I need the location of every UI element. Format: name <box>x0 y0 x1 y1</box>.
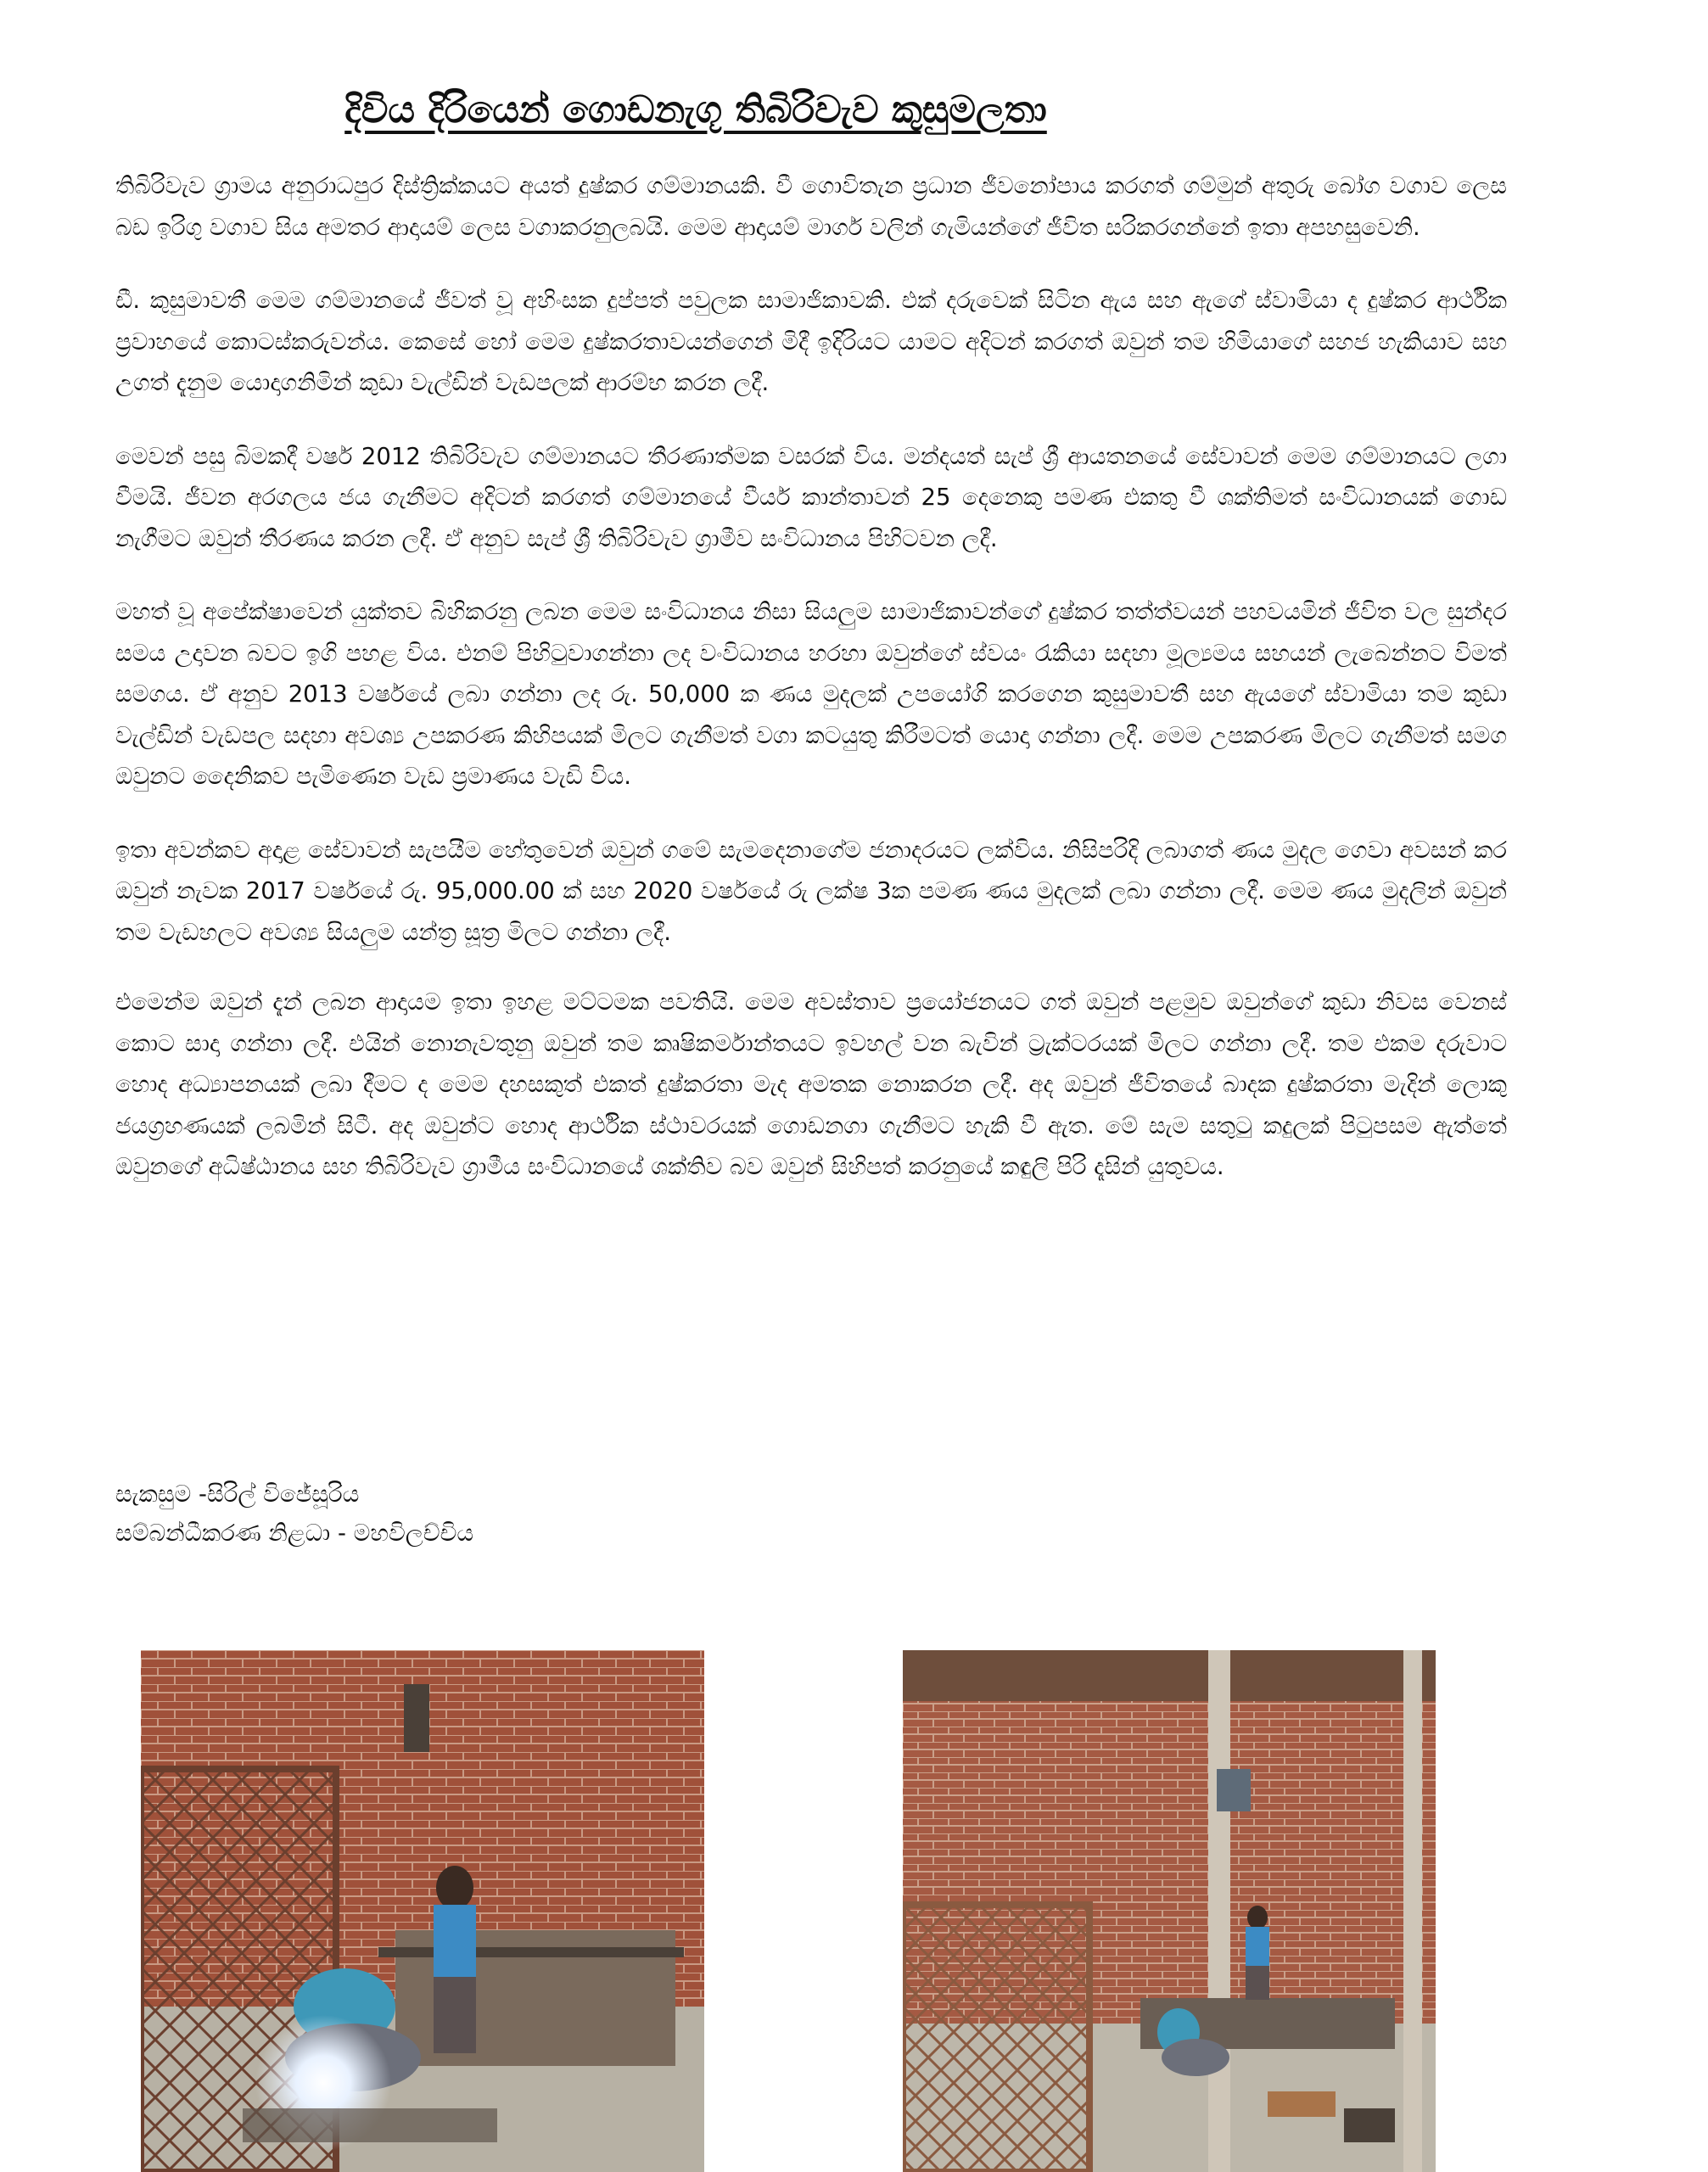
paragraph-4: මහත් වූ අපේක්ෂාවෙන් යුක්තව බිහිකරනු ලබන මෙම සංවිධානය නිසා සියලුම සාමාජිකාවන්ගේ දුෂ්කර තත්ත්වයන් පහවයමින් ජීවිත වල සුන්දර සමය උදාවන බවට ඉගි පහළ විය. එනම් පිහිටුවාගන්නා ලද වංවිධානය හරහා ඔවුන්ගේ ස්වයං රැකියා සදහා මූල්‍යමය සහයන් ලැබෙන්නට විමත් සමගය. ඒ අනුව 2013 වර්ෂයේ ලබා ගන්නා ලද රු. 50,000 ක ණය මුදලක් උපයෝගි කරගෙන කුසුමාවතී සහ ඇයගේ ස්වාමියා තම කුඩා වැල්ඩින් වැඩපල සදහා අවශ්‍ය උපකරණ කිහිපයක් මිලට ගැනීමත් වගා කටයුතු කිරීමටත් යොදා ගන්නා ලදී. මෙම උපකරණ මිලට ගැනීමත් සමග ඔවුනට දෛනිකව පැමිණෙන වැඩ ප්‍රමාණය වැඩි විය. <box>115 598 1507 790</box>
paragraph-1: තිබිරිවැව ග්‍රාමය අනුරාධපුර දිස්ත්‍රික්කයට අයත් දුෂ්කර ගම්මානයකි. වී ගොවිතැන ප්‍රධාන ජීවනෝපාය කරගත් ගම්මුන් අතුරු බෝග වගාව ලෙස බඩ ඉරිගු වගාව සිය අමතර ආදායම් ලෙස වගාකරනුලබයි. මෙම ආදායම් මාර්ග වලින් ගැමියන්ගේ ජීවිත සරිකරගන්නේ ඉතා අපහසුවෙනි. <box>115 172 1507 241</box>
paragraph-5: ඉතා අවන්කව අදාළ සේවාවන් සැපයීම හේතුවෙන් ඔවුන් ගමේ සැමදෙනාගේම ජනාදරයට ලක්විය. නිසිපරිදි ලබාගත් ණය මුදල ගෙවා අවසන් කර ඔවුන් නැවක 2017 වර්ෂයේ රු. 95,000.00 ක් සහ 2020 වර්ෂයේ රු ලක්ෂ 3ක පමණ ණය මුදලක් ලබා ගන්නා ලදී. මෙම ණය මුදලින් ඔවුන් තම වැඩහලට අවශ්‍ය සියලුම යන්ත්‍ර සූත්‍ර මිලට ගන්නා ලදී. <box>115 836 1507 946</box>
workshop-photo-left-image <box>141 1650 704 2172</box>
paragraph-2: ඩී. කුසුමාවතී මෙම ගම්මානයේ ජීවත් වූ අහිංසක දුප්පත් පවුලක සාමාජිකාවකි. එක් දරුවෙක් සිටින ඇය සහ ඇගේ ස්වාමියා ද දුෂ්කර ආර්ථික ප්‍රවාහයේ කොටස්කරුවන්ය. කෙසේ හෝ මෙම දුෂ්කරතාවයන්ගෙන් මිදී ඉදිරියට යාමට අදිටන් කරගත් ඔවුන් තම හිමියාගේ සහජ හැකියාව සහ උගත් දැනුම යොදාගනිමින් කුඩා වැල්ඩින් වැඩපලක් ආරම්භ කරන ලදී. <box>115 287 1507 396</box>
paragraph-6: එමෙන්ම ඔවුන් දැන් ලබන ආදායම ඉතා ඉහළ මට්ටමක පවතියි. මෙම අවස්තාව ප්‍රයෝජනයට ගත් ඔවුන් පළමුව ඔවුන්ගේ කුඩා නිවස වෙනස් කොට සාදා ගන්නා ලදී. එයින් නොනැවතුනු ඔවුන් තම කෘෂිකර්මාන්තයට ඉවහල් වන බැවින් ට්‍රැක්ටරයක් මිලට ගන්නා ලදී. තම එකම දරුවාට හොද අධ්‍යාපනයක් ලබා දීමට ද මෙම දහසකුත් එකත් දුෂ්කරතා මැද අමතක නොකරන ලදී. අද ඔවුන් ජීවිතයේ බාදක දුෂ්කරතා මැදින් ලොකු ජයග්‍රහණයක් ලබමින් සිටී. අද ඔවුන්ට හොද ආර්ථික ස්ථාවරයක් ගොඩනගා ගැනීමට හැකි වී ඇත. මේ සැම සතුටු කදුලක් පිටුපසම ඇත්තේ ඔවුනගේ අධිෂ්ඨානය සහ තිබිරිවැව ග්‍රාමීය සංවිධානයේ ශක්තිව බව ඔවුන් සිහිපත් කරනුයේ කඳුලි පිරි දෑසින් යුතුවය. <box>115 988 1507 1180</box>
workshop-photo-right <box>903 1650 1436 2172</box>
workshop-photo-right-image <box>903 1650 1436 2172</box>
signature-author: සැකසුම -සිරිල් විජේසූරිය <box>115 1481 360 1508</box>
workshop-photo-left <box>141 1650 704 2172</box>
paragraph-3: මෙවන් පසු බිමකදී වර්ෂ 2012 තිබිරිවැව ගම්මානයට තීරණාත්මක වසරක් විය. මන්දයත් සැප් ශ්‍රී ආයතනයේ සේවාවන් මෙම ගම්මානයට ලගා වීමයි. ජීවන අරගලය ජය ගැනීමට අදිටන් කරගත් ගම්මානයේ වීර්ය කාන්තාවන් 25 දෙනෙකු පමණ එකතු වී ශක්තිමත් සංවිධානයක් ගොඩ නැගීමට ඔවුන් තීරණය කරන ලදී. ඒ අනුව සැප් ශ්‍රී තිබිරිවැව ග්‍රාමීව සංවිධානය පිහිටවන ලදී. <box>115 442 1507 552</box>
article-body <box>115 165 1507 1220</box>
page-title: දිවිය දිරියෙන් ගොඩනැගූ තිබිරිවැව කුසුමලතා <box>344 88 1047 132</box>
signature-block <box>115 1475 473 1553</box>
signature-role: සම්බන්ධීකරණ නිළධා - මහවිලච්චිය <box>115 1520 474 1547</box>
